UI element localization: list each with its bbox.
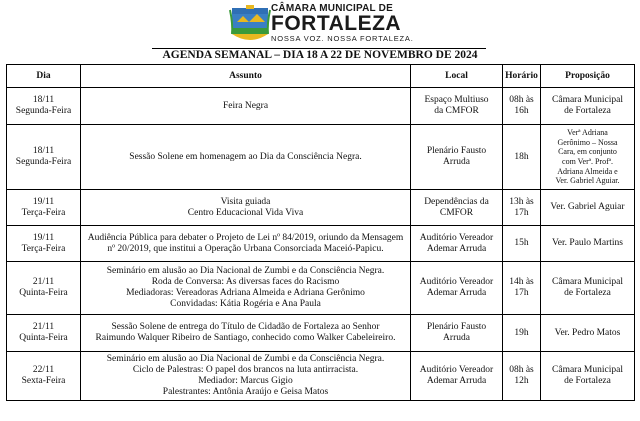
page-header xyxy=(0,0,640,46)
cell-dia: 18/11 Segunda-Feira xyxy=(7,125,81,190)
cell-horario: 08h às 12h xyxy=(503,352,541,401)
cell-proposicao: Ver. Pedro Matos xyxy=(541,315,635,352)
cell-proposicao: Ver. Gabriel Aguiar xyxy=(541,190,635,226)
cell-assunto: Sessão Solene em homenagem ao Dia da Consciência Negra. xyxy=(81,125,411,190)
cell-dia: 21/11 Quinta-Feira xyxy=(7,262,81,315)
cell-proposicao: Câmara Municipal de Fortaleza xyxy=(541,262,635,315)
cell-dia: 22/11 Sexta-Feira xyxy=(7,352,81,401)
cell-horario: 15h xyxy=(503,226,541,262)
cell-dia: 18/11 Segunda-Feira xyxy=(7,88,81,125)
cell-proposicao: Verª Adriana Gerônimo – Nossa Cara, em conjunto com Verª. Profª. Adriana Almeida e Ver. Gabriel Aguiar. xyxy=(541,125,635,190)
table-row xyxy=(7,262,635,315)
cell-dia: 19/11 Terça-Feira xyxy=(7,226,81,262)
cell-horario: 08h às 16h xyxy=(503,88,541,125)
cell-dia: 19/11 Terça-Feira xyxy=(7,190,81,226)
cell-horario: 14h às 17h xyxy=(503,262,541,315)
city-seal-logo xyxy=(229,4,271,44)
table-row xyxy=(7,315,635,352)
table-row xyxy=(7,226,635,262)
cell-assunto: Sessão Solene de entrega do Título de Cidadão de Fortaleza ao Senhor Raimundo Walquer Ribeiro de Santiago, conhecido como Walker Cabeleireiro. xyxy=(81,315,411,352)
cell-proposicao: Ver. Paulo Martins xyxy=(541,226,635,262)
brand-slogan: NOSSA VOZ. NOSSA FORTALEZA. xyxy=(271,34,414,43)
cell-local: Espaço Multiuso da CMFOR xyxy=(411,88,503,125)
cell-assunto: Feira Negra xyxy=(81,88,411,125)
cell-assunto: Seminário em alusão ao Dia Nacional de Zumbi e da Consciência Negra. Ciclo de Palestras: O papel dos brancos na luta antirracista. Mediador: Marcus Gigio Palestrantes: Antônia Araújo e Geisa Matos xyxy=(81,352,411,401)
cell-proposicao: Câmara Municipal de Fortaleza xyxy=(541,88,635,125)
cell-local: Auditório Vereador Ademar Arruda xyxy=(411,226,503,262)
cell-local: Auditório Vereador Ademar Arruda xyxy=(411,352,503,401)
brand-block xyxy=(271,3,414,43)
cell-local: Dependências da CMFOR xyxy=(411,190,503,226)
cell-assunto: Seminário em alusão ao Dia Nacional de Zumbi e da Consciência Negra. Roda de Conversa: As diversas faces do Racismo Mediadoras: Vereadoras Adriana Almeida e Adriana Gerônimo Convidadas: Kátia Rogéria e Ana Paula xyxy=(81,262,411,315)
cell-horario: 19h xyxy=(503,315,541,352)
agenda-title: AGENDA SEMANAL – DIA 18 A 22 DE NOVEMBRO DE 2024 xyxy=(162,49,478,61)
brand-top-text: CÂMARA MUNICIPAL DE xyxy=(271,3,393,14)
cell-assunto: Audiência Pública para debater o Projeto de Lei nº 84/2019, oriundo da Mensagem nº 20/2019, que institui a Operação Urbana Consorciada Maceió-Papicu. xyxy=(81,226,411,262)
header-proposicao: Proposição xyxy=(541,65,635,88)
cell-horario: 18h xyxy=(503,125,541,190)
cell-local: Auditório Vereador Ademar Arruda xyxy=(411,262,503,315)
table-row xyxy=(7,88,635,125)
cell-dia: 21/11 Quinta-Feira xyxy=(7,315,81,352)
cell-local: Plenário Fausto Arruda xyxy=(411,125,503,190)
header-horario: Horário xyxy=(503,65,541,88)
cell-local: Plenário Fausto Arruda xyxy=(411,315,503,352)
cell-horario: 13h às 17h xyxy=(503,190,541,226)
brand-main-text: FORTALEZA xyxy=(271,12,402,35)
header-assunto: Assunto xyxy=(81,65,411,88)
table-header-row xyxy=(7,65,635,88)
table-row xyxy=(7,352,635,401)
header-dia: Dia xyxy=(7,65,81,88)
table-row xyxy=(7,125,635,190)
header-local: Local xyxy=(411,65,503,88)
table-row xyxy=(7,190,635,226)
agenda-table xyxy=(6,64,635,401)
cell-proposicao: Câmara Municipal de Fortaleza xyxy=(541,352,635,401)
cell-assunto: Visita guiada Centro Educacional Vida Viva xyxy=(81,190,411,226)
